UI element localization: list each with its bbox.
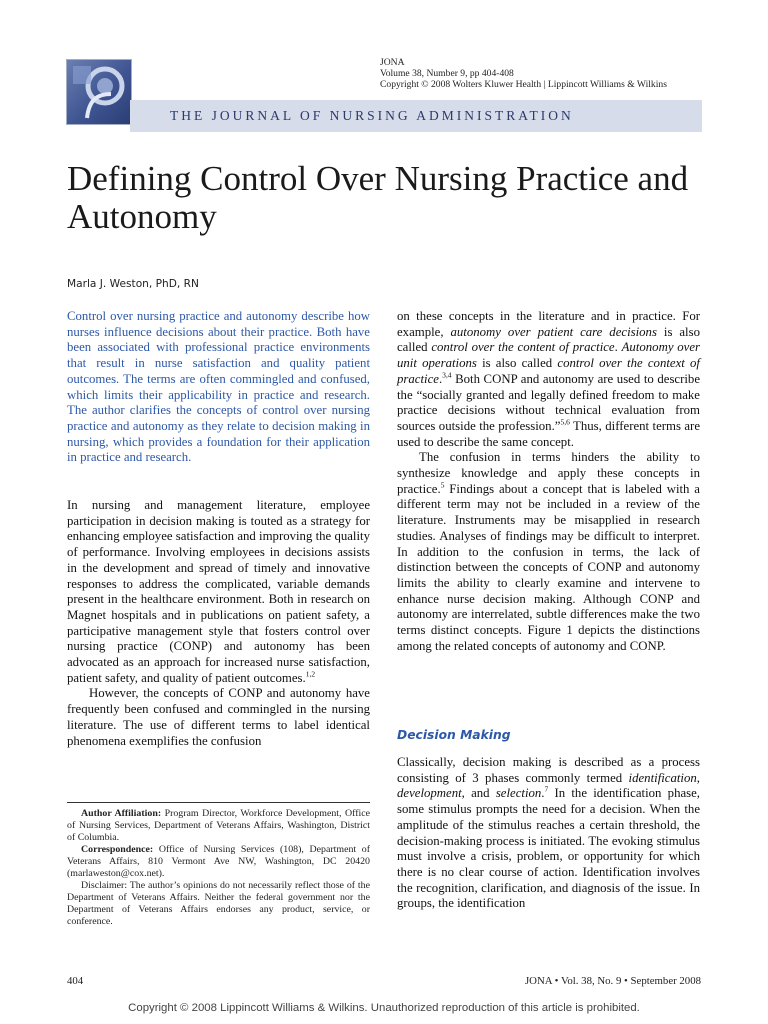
page-number: 404	[67, 975, 84, 987]
abstract: Control over nursing practice and autonomy describe how nurses influence decisions about their practice. Both have been associated with professional practice environments that result in nurse satisfaction and quality patient outcomes. The terms are often commingled and confused, which limits their applicability in practice and research. The author clarifies the concepts of control over nursing practice and autonomy as they relate to decision making in nursing, which provides a foundation for their application in practice and research.	[67, 309, 370, 465]
body-column-right	[397, 309, 700, 654]
copyright-line: Copyright © 2008 Wolters Kluwer Health | Lippincott Williams & Wilkins	[380, 78, 667, 90]
author-byline: Marla J. Weston, PhD, RN	[67, 278, 199, 290]
running-footer: JONA • Vol. 38, No. 9 • September 2008	[524, 975, 701, 987]
journal-logo-icon	[66, 59, 132, 125]
footnote-divider	[67, 802, 370, 803]
author-affiliation	[67, 808, 370, 844]
journal-logo-graphic	[67, 60, 131, 124]
body-paragraph: However, the concepts of CONP and autonomy have frequently been confused and commingled in the nursing literature. The use of different terms to label identical phenomena exemplifies the confusion	[67, 686, 370, 748]
article-title: Defining Control Over Nursing Practice and Autonomy	[67, 159, 689, 236]
section-heading: Decision Making	[397, 728, 511, 742]
correspondence-label: Correspondence:	[81, 844, 154, 855]
footnotes	[67, 808, 370, 928]
copyright-notice: Copyright © 2008 Lippincott Williams & Wilkins. Unauthorized reproduction of this article is prohibited.	[128, 1002, 640, 1014]
body-column-left	[67, 498, 370, 749]
disclaimer: Disclaimer: The author’s opinions do not necessarily reflect those of the Department of Veterans Affairs. Neither the federal government nor the Department of Veterans Affairs endorses any product, service, or conference.	[67, 880, 370, 927]
affiliation-label: Author Affiliation:	[81, 808, 162, 819]
journal-name: THE JOURNAL OF NURSING ADMINISTRATION	[170, 108, 574, 123]
correspondence-text: Office of Nursing Services (108), Department of Veterans Affairs, 810 Vermont Ave NW, Washington, DC 20420 (marlaweston@cox.net).	[67, 844, 371, 879]
body-paragraph: on these concepts in the literature and in practice. For example, autonomy over patient care decisions is also called control over the content of practice. Autonomy over unit operations is also called control over the context of practice.$^{3,4}$ Both CONP and autonomy are used to describe the “socially granted and legally defined freedom to make practice decisions without technical evaluation from sources outside the profession.”$^{5,6}$ Thus, different terms are used to describe the same concept.	[397, 309, 701, 449]
affiliation-text: Program Director, Workforce Development, Office of Nursing Services, Department of Veterans Affairs, Washington, District of Columbia.	[67, 808, 370, 843]
correspondence	[67, 844, 370, 880]
publication-meta	[380, 58, 667, 90]
body-column-right-section	[397, 755, 700, 912]
body-paragraph: In nursing and management literature, employee participation in decision making is touted as a strategy for enhancing employee satisfaction and improving the quality of performance. Involving employees in decisions assists in the development and spread of timely and innovative responses to address the complicated, variable demands present in the healthcare environment. Both in research on Magnet hospitals and in publications on patient safety, a participative management style that fosters control over nursing practice (CONP) and autonomy has been advocated as an approach for increased nurse satisfaction, patient safety, and quality of patient outcomes.$^{1,2}$	[67, 498, 370, 685]
journal-abbrev: JONA	[380, 57, 405, 68]
body-paragraph: Classically, decision making is described as a process consisting of 3 phases commonly termed identification, development, and selection.$^7$ In the identification phase, some stimulus prompts the need for a decision. When the amplitude of the stimulus reaches a certain threshold, the decision-making process is initiated. The evoking stimulus must involve a crisis, problem, or opportunity for which there is no clear course of action. Identification involves the recognition, clarification, and diagnosis of the issue. In groups, the identification	[397, 755, 701, 911]
body-paragraph: The confusion in terms hinders the ability to synthesize knowledge and apply these concepts in practice.$^5$ Findings about a concept that is labeled with a different term may not be included in a review of the literature. Instruments may be misapplied in research studies. Analyses of findings may be difficult to interpret. In addition to the confusion in terms, the lack of distinction between the concepts of CONP and autonomy limits the ability to clearly examine and intervene to enhance nurse decision making. Although CONP and autonomy are interrelated, subtle differences make the two terms distinct concepts. Figure 1 depicts the distinctions among the related concepts of autonomy and CONP.	[397, 450, 700, 653]
volume-info: Volume 38, Number 9, pp 404-408	[380, 67, 514, 79]
